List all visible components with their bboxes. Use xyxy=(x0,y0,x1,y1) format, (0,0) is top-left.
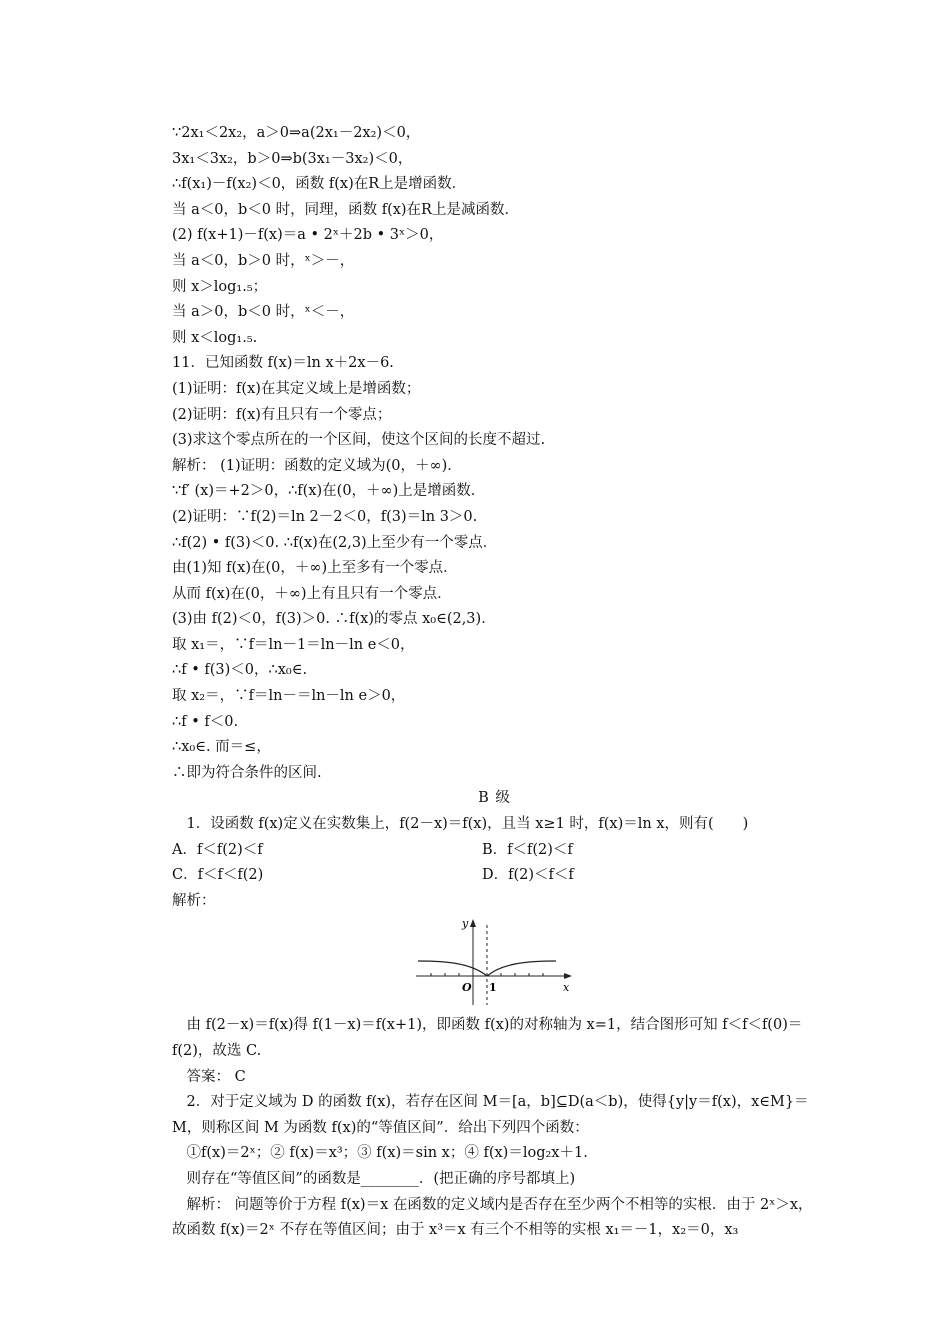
text-line: 从而 f(x)在(0，＋∞)上有且只有一个零点． xyxy=(172,585,452,602)
question-11-stem: 11．已知函数 f(x)＝ln x＋2x－6. xyxy=(172,355,394,372)
document-content xyxy=(172,121,817,1244)
one-label: 1 xyxy=(489,981,497,995)
question-2-stem: 2．对于定义域为 D 的函数 f(x)，若存在区间 M＝[a，b]⊆D(a＜b)，使得{y|y＝f(x)，x∈M}＝M，则称区间 M 为函数 f(x)的“等值区间”．给出下列四个函数： xyxy=(172,1094,809,1136)
option-d: D．f(2)＜f＜f xyxy=(482,867,574,884)
text-line: ∴x₀∈. 而＝≤， xyxy=(172,739,271,756)
text-line: 当 a＞0，b＜0 时，ˣ＜－， xyxy=(172,304,355,321)
solution-part1 xyxy=(172,121,817,786)
section-title: B 级 xyxy=(478,790,511,807)
text-line: 取 x₂＝，∵f＝ln－＝ln－ln e＞0， xyxy=(172,688,406,705)
text-line: ∴f(x₁)－f(x₂)＜0，函数 f(x)在R上是增函数． xyxy=(172,176,467,193)
question-1-explanation: 由 f(2－x)＝f(x)得 f(1－x)＝f(x+1)，即函数 f(x)的对称轴为 x=1，结合图形可知 f＜f＜f(0)＝f(2)，故选 C. xyxy=(172,1017,803,1059)
text-line: 由(1)知 f(x)在(0，＋∞)上至多有一个零点． xyxy=(172,560,458,577)
text-line: 当 a＜0，b＞0 时，ˣ＞－， xyxy=(172,252,355,269)
function-graph-figure xyxy=(172,917,817,1009)
question-1-jiexi-label: 解析： xyxy=(172,892,216,909)
text-line: ∴f • f(3)＜0，∴x₀∈. xyxy=(172,662,308,679)
question-1-options-row xyxy=(172,863,817,889)
function-graph xyxy=(416,917,572,1005)
question-2-explanation: 解析： 问题等价于方程 f(x)＝x 在函数的定义域内是否存在至少两个不相等的实根．由于 2ˣ＞x，故函数 f(x)＝2ˣ 不存在等值区间；由于 x³＝x 有三个不相等的实根 x₁＝－1，x₂＝0，x₃ xyxy=(172,1196,813,1239)
question-1-options-row xyxy=(172,838,817,864)
text-line: (2)证明：∵f(2)＝ln 2－2＜0，f(3)＝ln 3＞0. xyxy=(172,508,478,525)
text-line: ∴f • f＜0. xyxy=(172,713,239,730)
text-line: (2)证明：f(x)有且只有一个零点； xyxy=(172,406,392,423)
text-line: ∵2x₁＜2x₂，a＞0⇒a(2x₁－2x₂)＜0， xyxy=(172,125,421,141)
y-axis-label: y xyxy=(462,917,469,931)
x-axis-label: x xyxy=(563,981,570,995)
y-axis-arrow xyxy=(470,919,476,927)
text-line: (3)由 f(2)＜0，f(3)＞0. ∴f(x)的零点 x₀∈(2,3)． xyxy=(172,611,496,628)
option-a: A．f＜f(2)＜f xyxy=(172,841,263,858)
text-line: (2) f(x+1)－f(x)＝a • 2ˣ＋2b • 3ˣ＞0， xyxy=(172,227,444,244)
text-line: 解析： (1)证明：函数的定义域为(0，＋∞)． xyxy=(172,457,462,474)
text-line: 当 a＜0，b＜0 时，同理，函数 f(x)在R上是减函数． xyxy=(172,201,519,218)
option-c: C．f＜f＜f(2) xyxy=(172,867,264,884)
option-b: B．f＜f(2)＜f xyxy=(482,841,573,858)
curve-right xyxy=(487,961,556,976)
curve-left xyxy=(418,961,487,976)
origin-label: O xyxy=(462,981,472,995)
text-line: 3x₁＜3x₂，b＞0⇒b(3x₁－3x₂)＜0， xyxy=(172,150,413,167)
text-line: 取 x₁＝，∵f＝ln－1＝ln－ln e＜0， xyxy=(172,636,415,653)
text-line: (1)证明：f(x)在其定义域上是增函数； xyxy=(172,380,421,397)
x-axis-arrow xyxy=(564,973,572,979)
text-line: ∵f′ (x)＝+2＞0，∴f(x)在(0，＋∞)上是增函数． xyxy=(172,483,486,500)
question-1-answer: 答案： C xyxy=(172,1068,246,1085)
question-2-functions: ①f(x)＝2ˣ；② f(x)＝x³；③ f(x)＝sin x；④ f(x)＝log₂x＋1. xyxy=(172,1145,588,1162)
text-line: 则 x＞log₁.₅； xyxy=(172,278,268,295)
question-1-stem: 1．设函数 f(x)定义在实数集上，f(2－x)＝f(x)，且当 x≥1 时，f(x)＝ln x，则有( ) xyxy=(172,816,749,833)
text-line: (3)求这个零点所在的一个区间，使这个区间的长度不超过. xyxy=(172,432,546,449)
text-line: ∴f(2) • f(3)＜0. ∴f(x)在(2,3)上至少有一个零点． xyxy=(172,534,498,551)
text-line: ∴即为符合条件的区间. xyxy=(172,764,322,781)
question-2-ask: 则存在“等值区间”的函数是________．(把正确的序号都填上) xyxy=(172,1170,576,1187)
text-line: 则 x＜log₁.₅. xyxy=(172,329,258,346)
